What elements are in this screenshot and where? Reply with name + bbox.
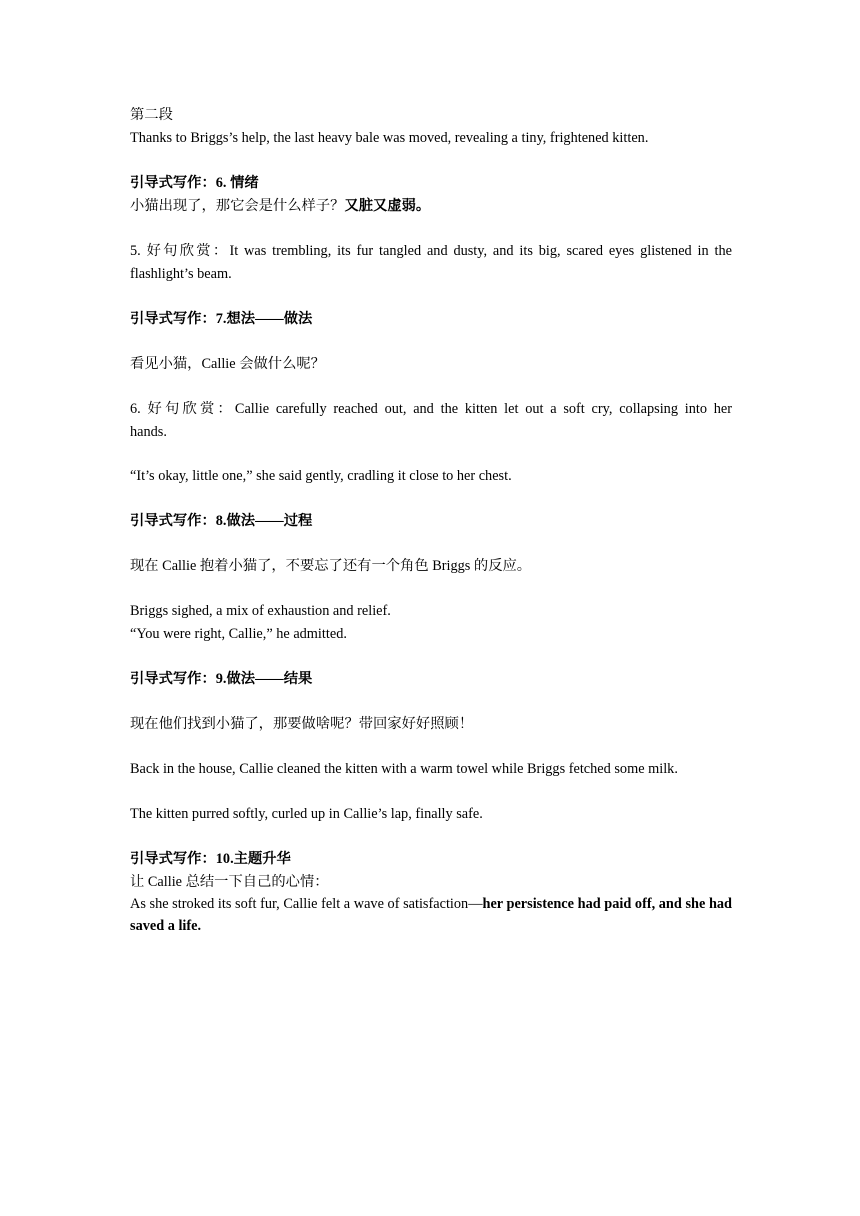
- quote-you-were-right: “You were right, Callie,” he admitted.: [130, 626, 347, 642]
- sentence-6-line-1: 6. 好句欣赏：Callie carefully reached out, and the kitten let out a soft cry, collapsing into her: [130, 401, 732, 417]
- heading-10: 引导式写作：10.主题升华: [130, 851, 291, 867]
- sentence-5-line-2: flashlight’s beam.: [130, 266, 232, 282]
- question-10: 让 Callie 总结一下自己的心情：: [130, 874, 329, 890]
- paragraph-kitten-purred: The kitten purred softly, curled up in Callie’s lap, finally safe.: [130, 806, 483, 822]
- paragraph-back-in-house: Back in the house, Callie cleaned the kitten with a warm towel while Briggs fetched some milk.: [130, 761, 678, 777]
- paragraph-bale: Thanks to Briggs’s help, the last heavy bale was moved, revealing a tiny, frightened kitten.: [130, 130, 649, 146]
- question-9: 现在他们找到小猫了，那要做啥呢？带回家好好照顾！: [130, 716, 474, 732]
- sentence-6-line-2: hands.: [130, 424, 167, 440]
- question-6-answer: 又脏又虚弱。: [344, 198, 431, 214]
- section-label: 第二段: [130, 107, 173, 123]
- final-sentence-bold-1: her persistence had paid off, and: [482, 896, 682, 912]
- heading-8: 引导式写作：8.做法——过程: [130, 513, 313, 529]
- final-sentence-bold-2: she had saved a life.: [130, 896, 732, 934]
- question-6: [130, 195, 732, 218]
- question-8: 现在 Callie 抱着小猫了，不要忘了还有一个角色 Briggs 的反应。: [130, 558, 532, 574]
- heading-7: 引导式写作：7.想法——做法: [130, 311, 313, 327]
- question-6-text: 小猫出现了，那它会是什么样子？: [130, 198, 345, 214]
- final-paragraph: [130, 893, 732, 937]
- heading-9: 引导式写作：9.做法——结果: [130, 671, 313, 687]
- paragraph-briggs-sighed: Briggs sighed, a mix of exhaustion and relief.: [130, 603, 391, 619]
- quote-little-one: “It’s okay, little one,” she said gently, cradling it close to her chest.: [130, 468, 512, 484]
- heading-6: 引导式写作：6. 情绪: [130, 175, 259, 191]
- final-sentence-text: As she stroked its soft fur, Callie felt a wave of satisfaction—: [130, 896, 483, 912]
- question-7: 看见小猫，Callie 会做什么呢？: [130, 356, 325, 372]
- sentence-5-line-1: 5. 好句欣赏：It was trembling, its fur tangled and dusty, and its big, scared eyes glistened in the: [130, 243, 732, 259]
